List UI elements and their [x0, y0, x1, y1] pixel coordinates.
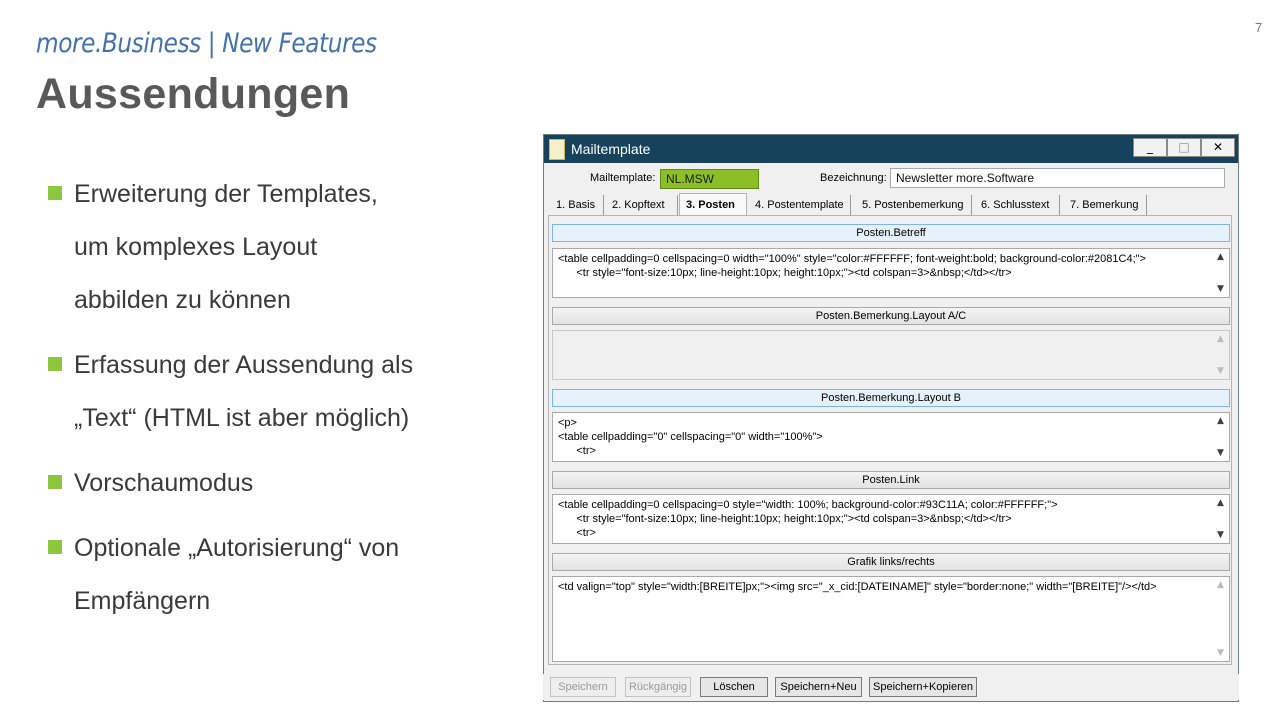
section-header-posten-bemerkung-ac[interactable]: Posten.Bemerkung.Layout A/C	[552, 307, 1230, 325]
mailtemplate-label: Mailtemplate:	[590, 172, 656, 184]
bullet-text: Erweiterung der Templates,	[74, 180, 378, 208]
tab-postenbemerkung[interactable]: 5. Postenbemerkung	[856, 195, 972, 215]
bullet-text: Empfängern	[74, 587, 211, 615]
bullet-text: Erfassung der Aussendung als	[74, 351, 414, 379]
slide-subtitle: more.Business | New Features	[36, 28, 377, 59]
window-title: Mailtemplate	[571, 141, 651, 157]
document-icon	[549, 139, 565, 160]
bullet-square-icon	[48, 186, 62, 200]
editor-text: <p> <table cellpadding="0" cellspacing="0" width="100%"> <tr>	[558, 417, 823, 457]
bullet-text: „Text“ (HTML ist aber möglich)	[74, 404, 410, 432]
scroll-down-icon[interactable]: ▼	[1217, 648, 1224, 658]
minimize-button[interactable]: _	[1133, 138, 1167, 157]
tab-postentemplate[interactable]: 4. Postentemplate	[749, 195, 851, 215]
scrollbar[interactable]	[1212, 249, 1229, 297]
section-header-posten-link[interactable]: Posten.Link	[552, 471, 1230, 489]
tab-posten[interactable]: 3. Posten	[679, 193, 747, 215]
posten-betreff-editor[interactable]	[552, 248, 1230, 298]
bullet-square-icon	[48, 540, 62, 554]
section-header-grafik[interactable]: Grafik links/rechts	[552, 553, 1230, 571]
button-bar	[543, 674, 1239, 700]
section-header-posten-bemerkung-b[interactable]: Posten.Bemerkung.Layout B	[552, 389, 1230, 407]
posten-panel	[548, 215, 1232, 665]
bullet-text: Optionale „Autorisierung“ von	[74, 534, 400, 562]
bezeichnung-label: Bezeichnung:	[820, 172, 887, 184]
window-titlebar[interactable]	[544, 135, 1238, 163]
posten-bemerkung-b-editor[interactable]	[552, 412, 1230, 462]
bullet-square-icon	[48, 475, 62, 489]
bezeichnung-field[interactable]: Newsletter more.Software	[890, 168, 1225, 188]
scroll-down-icon[interactable]: ▼	[1217, 448, 1224, 458]
scrollbar[interactable]	[1212, 331, 1229, 379]
posten-link-editor[interactable]	[552, 494, 1230, 544]
grafik-editor[interactable]	[552, 576, 1230, 662]
mailtemplate-window	[543, 134, 1239, 702]
editor-text: <table cellpadding=0 cellspacing=0 style="width: 100%; background-color:#93C11A; color:#FFFFFF;"> <tr style="font-size:10px; line-height:10px; height:10px;"><td colspan=3>&nbsp;</td></tr> <tr>	[558, 499, 1058, 539]
scroll-up-icon[interactable]: ▲	[1217, 498, 1224, 508]
bullet-square-icon	[48, 357, 62, 371]
save-new-button[interactable]: Speichern+Neu	[775, 677, 862, 697]
bullet-list	[48, 168, 518, 640]
bullet-text: um komplexes Layout	[74, 233, 318, 261]
bullet-item	[48, 339, 518, 445]
tab-basis[interactable]: 1. Basis	[550, 195, 604, 215]
scroll-up-icon[interactable]: ▲	[1217, 580, 1224, 590]
tab-kopftext[interactable]: 2. Kopftext	[606, 195, 678, 215]
close-button[interactable]: ✕	[1201, 138, 1235, 157]
bullet-text: Vorschaumodus	[74, 469, 254, 497]
slide-title: Aussendungen	[36, 70, 351, 118]
maximize-button[interactable]: □	[1167, 138, 1201, 157]
scrollbar[interactable]	[1212, 413, 1229, 461]
editor-text: <td valign="top" style="width:[BREITE]px;"><img src="_x_cid:[DATEINAME]" style="border:none;" width="[BREITE]"/></td>	[558, 581, 1157, 593]
tab-schlusstext[interactable]: 6. Schlusstext	[975, 195, 1060, 215]
scrollbar[interactable]	[1212, 577, 1229, 661]
bullet-item	[48, 457, 518, 510]
save-copy-button[interactable]: Speichern+Kopieren	[869, 677, 977, 697]
scroll-up-icon[interactable]: ▲	[1217, 334, 1224, 344]
scroll-down-icon[interactable]: ▼	[1217, 366, 1224, 376]
tab-bemerkung[interactable]: 7. Bemerkung	[1064, 195, 1147, 215]
mailtemplate-field[interactable]: NL.MSW	[660, 169, 759, 189]
posten-bemerkung-ac-editor[interactable]	[552, 330, 1230, 380]
scroll-down-icon[interactable]: ▼	[1217, 530, 1224, 540]
scroll-down-icon[interactable]: ▼	[1217, 284, 1224, 294]
bullet-text: abbilden zu können	[74, 286, 291, 314]
section-header-posten-betreff[interactable]: Posten.Betreff	[552, 224, 1230, 242]
page-number: 7	[1255, 20, 1263, 35]
undo-button[interactable]: Rückgängig	[625, 677, 691, 697]
scrollbar[interactable]	[1212, 495, 1229, 543]
bullet-item	[48, 168, 518, 327]
save-button[interactable]: Speichern	[550, 677, 616, 697]
scroll-up-icon[interactable]: ▲	[1217, 416, 1224, 426]
editor-text: <table cellpadding=0 cellspacing=0 width="100%" style="color:#FFFFFF; font-weight:bold; background-color:#2081C4;"> <tr style="font-size:10px; line-height:10px; height:10px;"><td colspan=3>&nbsp;</td></tr>	[558, 253, 1146, 279]
bullet-item	[48, 522, 518, 628]
delete-button[interactable]: Löschen	[700, 677, 768, 697]
scroll-up-icon[interactable]: ▲	[1217, 252, 1224, 262]
